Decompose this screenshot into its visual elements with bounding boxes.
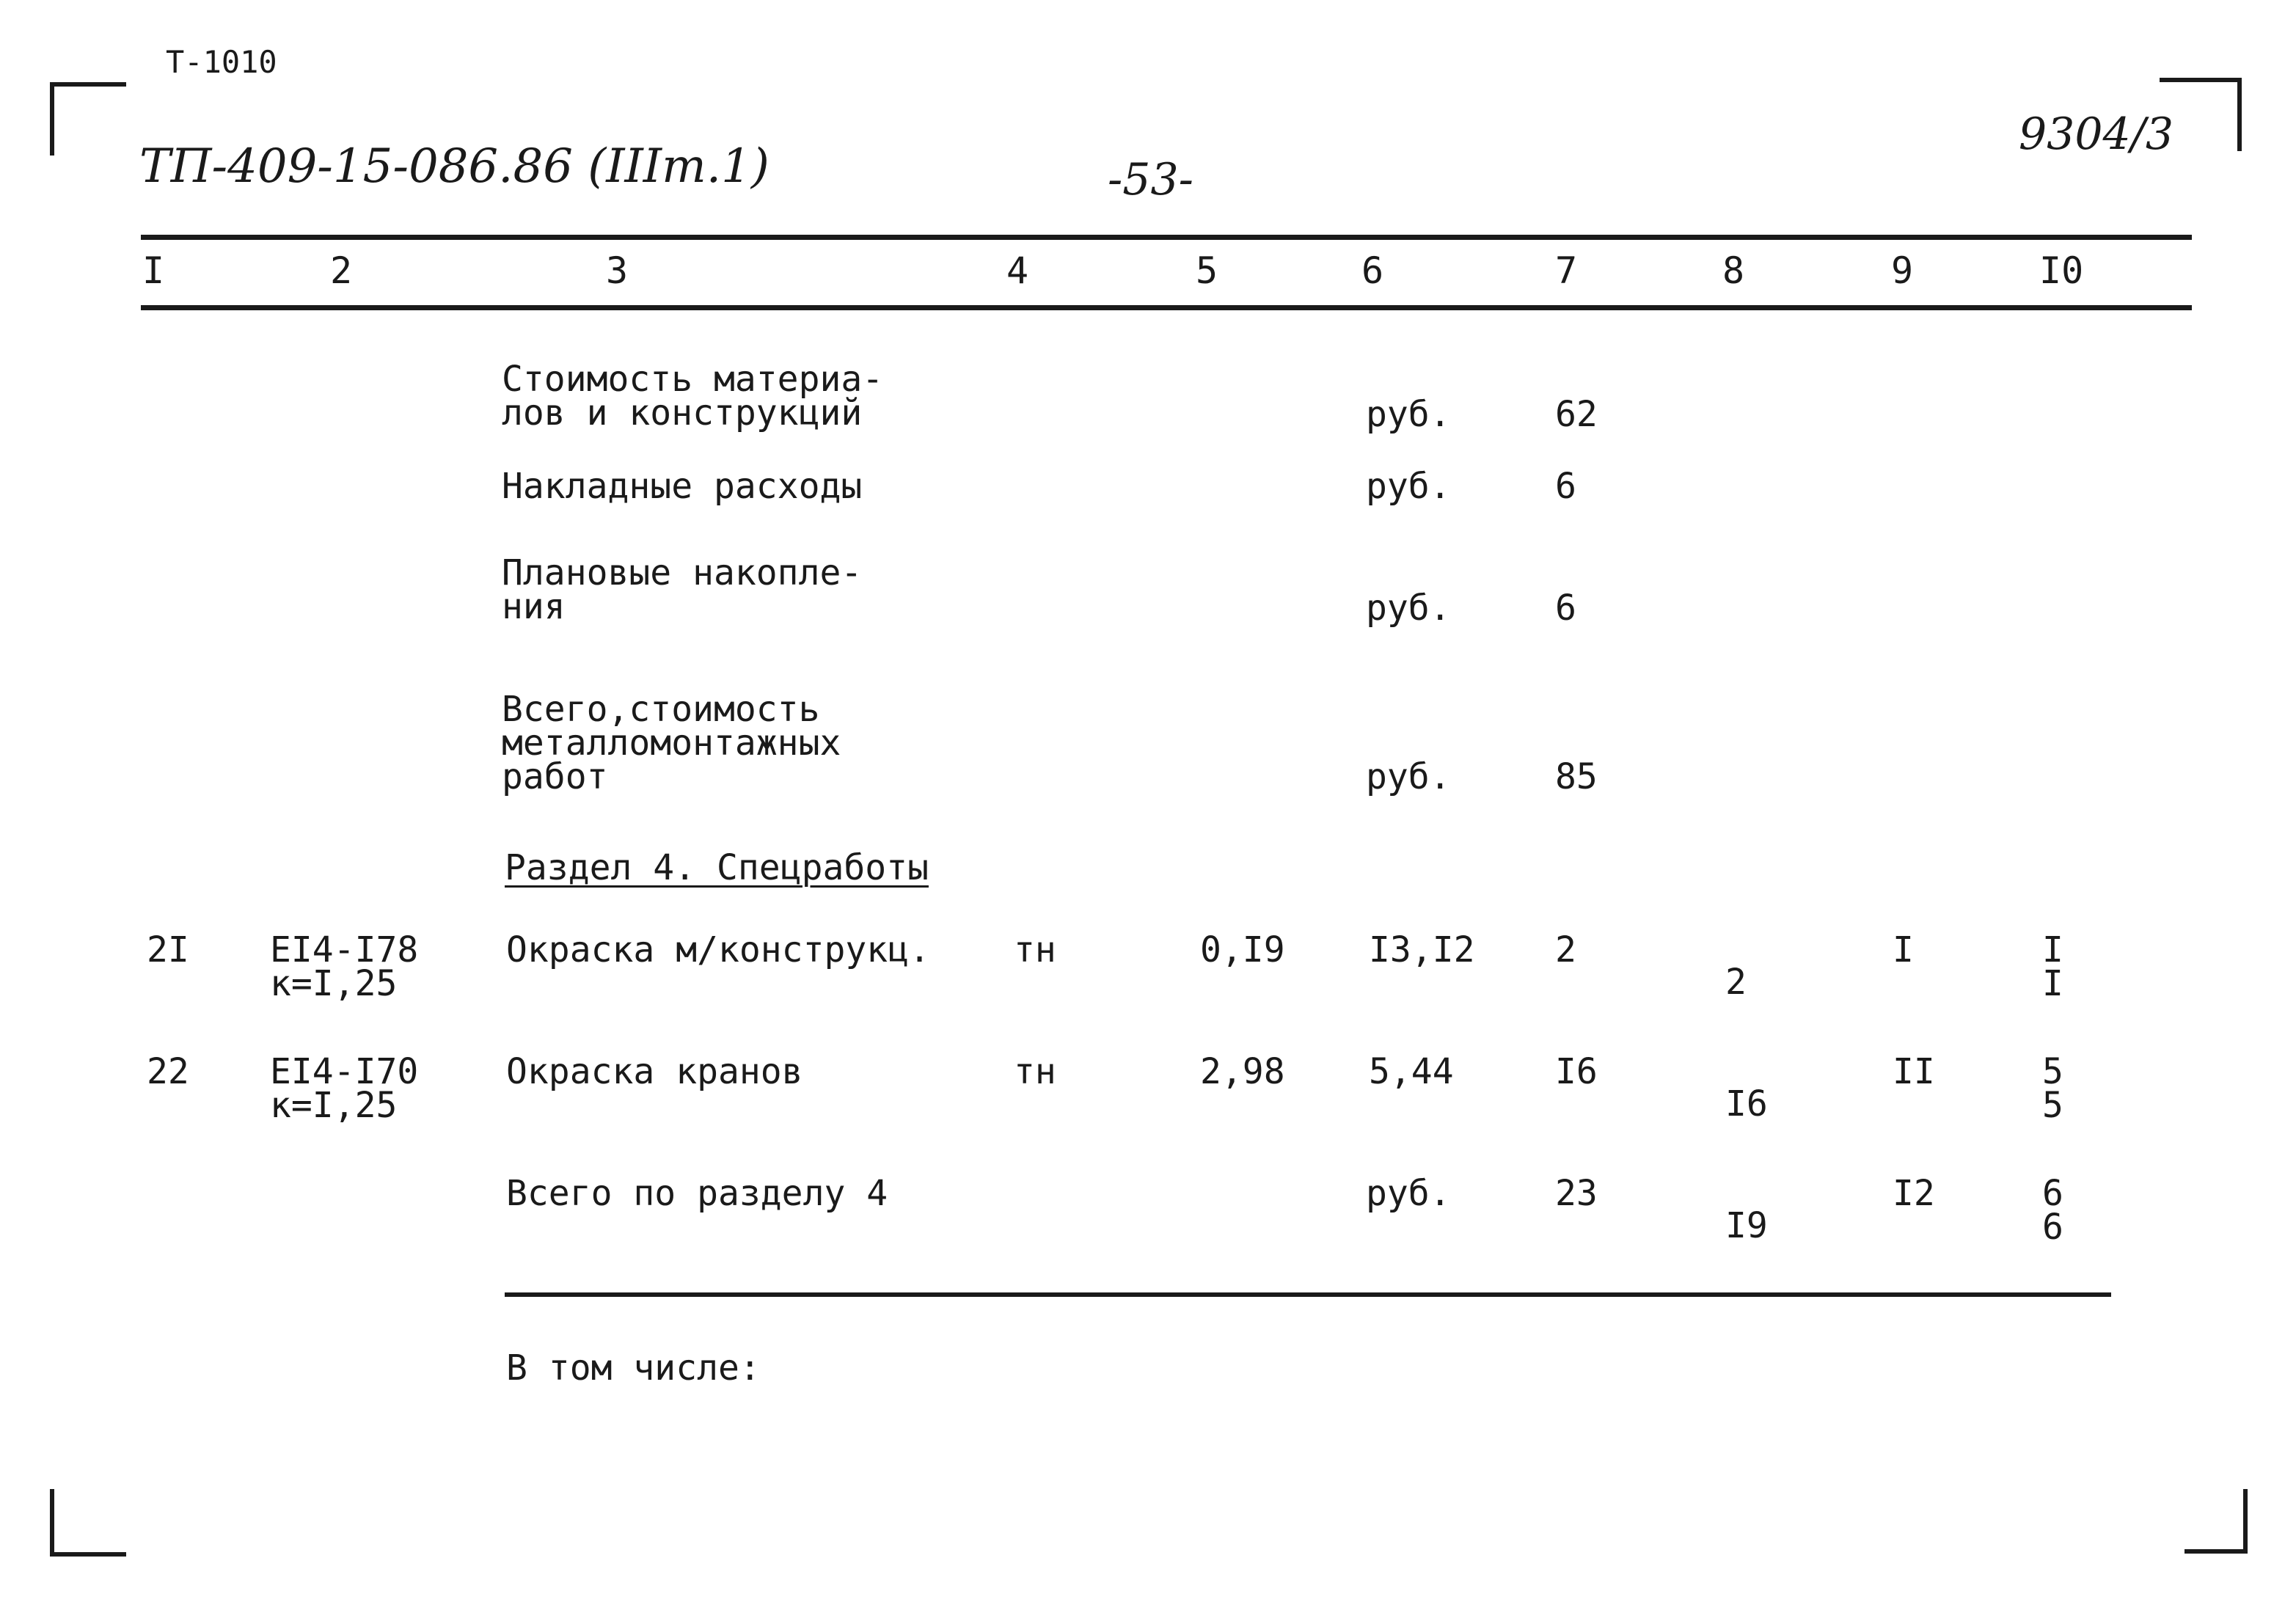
section-divider <box>505 1292 2111 1297</box>
item-col9: I <box>1893 929 1914 970</box>
corner-mark-top-right <box>2237 78 2242 151</box>
item-unit: тн <box>1014 1051 1056 1092</box>
summary-unit: руб. <box>1366 588 1451 629</box>
column-header: I0 <box>2039 249 2084 292</box>
item-name: Окраска кранов <box>506 1051 803 1092</box>
page-number: -53- <box>1108 154 1193 205</box>
item-total: I6 <box>1555 1051 1598 1092</box>
corner-mark-top-left <box>50 82 54 156</box>
summary-label: Стоимость материа- лов и конструкций <box>502 359 884 434</box>
item-code: EI4-I70 к=I,25 <box>270 1051 419 1126</box>
section-total-label: Всего по разделу 4 <box>506 1173 888 1214</box>
section-total-unit: руб. <box>1366 1173 1451 1214</box>
summary-unit: руб. <box>1366 466 1451 507</box>
item-total: 2 <box>1555 929 1576 970</box>
corner-mark-bottom-left <box>50 1552 126 1557</box>
corner-mark-top-right <box>2160 78 2242 82</box>
summary-unit: руб. <box>1366 394 1451 435</box>
summary-total: 6 <box>1555 588 1576 629</box>
summary-label: Всего,стоимость металломонтажных работ <box>502 689 841 797</box>
summary-unit: руб. <box>1366 756 1451 797</box>
item-col8: 2 <box>1725 962 1747 1003</box>
column-header: I <box>142 249 165 292</box>
archive-number: 9304/3 <box>2019 109 2174 160</box>
section-total-value: 23 <box>1555 1173 1598 1214</box>
corner-mark-bottom-left <box>50 1489 54 1557</box>
item-price: I3,I2 <box>1369 929 1475 970</box>
column-header: 2 <box>330 249 353 292</box>
item-col10: 5 5 <box>2042 1051 2063 1126</box>
section-total-col10: 6 6 <box>2042 1173 2063 1248</box>
item-qty: 2,98 <box>1200 1051 1285 1092</box>
doc-code: Т-1010 <box>166 44 277 80</box>
corner-mark-top-left <box>50 82 126 87</box>
item-col9: II <box>1893 1051 1935 1092</box>
section-total-col8: I9 <box>1725 1205 1768 1246</box>
header-rule-bottom <box>141 305 2192 310</box>
corner-mark-bottom-right <box>2243 1489 2248 1554</box>
column-header: 6 <box>1361 249 1384 292</box>
summary-total: 62 <box>1555 394 1598 435</box>
summary-label: Плановые накопле- ния <box>502 552 863 627</box>
summary-total: 85 <box>1555 756 1598 797</box>
project-number: ТП-409-15-086.86 (IIIт.1) <box>139 139 769 194</box>
section-title: Раздел 4. Спецработы <box>505 847 929 888</box>
column-header: 7 <box>1555 249 1578 292</box>
item-col8: I6 <box>1725 1083 1768 1124</box>
column-header: 9 <box>1891 249 1914 292</box>
section-total-col9: I2 <box>1893 1173 1935 1214</box>
column-header: 3 <box>606 249 629 292</box>
column-header: 5 <box>1196 249 1218 292</box>
item-price: 5,44 <box>1369 1051 1454 1092</box>
column-header: 4 <box>1006 249 1029 292</box>
corner-mark-bottom-right <box>2185 1549 2248 1554</box>
item-code: EI4-I78 к=I,25 <box>270 929 419 1004</box>
item-number: 2I <box>147 929 189 970</box>
item-qty: 0,I9 <box>1200 929 1285 970</box>
summary-total: 6 <box>1555 466 1576 507</box>
item-name: Окраска м/конструкц. <box>506 929 930 970</box>
item-col10: I I <box>2042 929 2063 1004</box>
column-header: 8 <box>1722 249 1745 292</box>
header-rule-top <box>141 235 2192 240</box>
summary-label: Накладные расходы <box>502 466 863 507</box>
footer-text: В том числе: <box>506 1347 761 1389</box>
item-unit: тн <box>1014 929 1056 970</box>
item-number: 22 <box>147 1051 189 1092</box>
